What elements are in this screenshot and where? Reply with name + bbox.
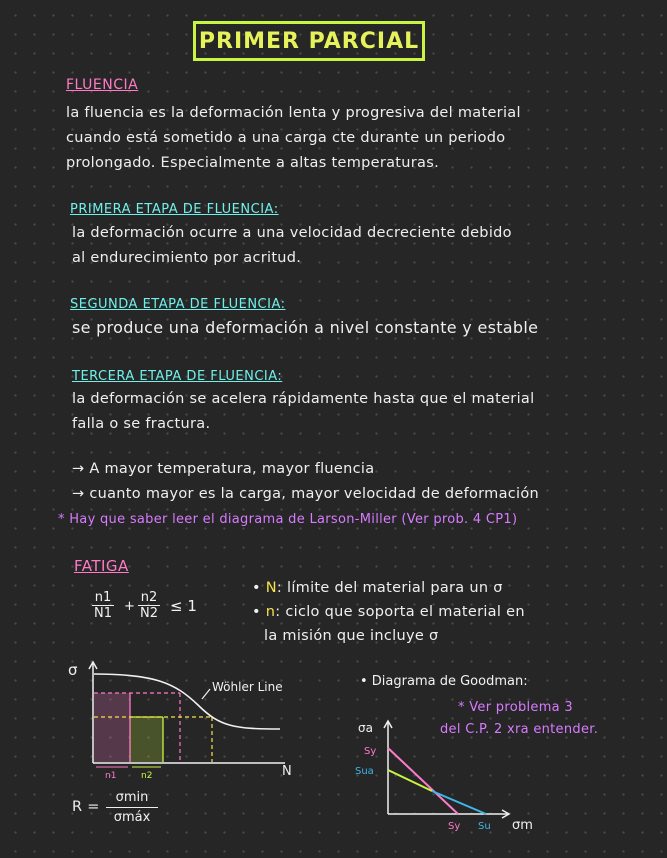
fatiga-bullet-n: • n: ciclo que soporta el material en xyxy=(252,604,525,620)
ratio-num: σmin xyxy=(106,790,158,808)
wohler-region-n2 xyxy=(130,717,163,762)
goodman-sua-y: Sua xyxy=(355,766,374,777)
wohler-x-label: N xyxy=(282,764,292,779)
goodman-y-label: σa xyxy=(358,721,373,735)
wohler-region-n1 xyxy=(94,693,130,762)
formula-frac-2 xyxy=(138,590,160,621)
formula-rel: ≤ 1 xyxy=(170,597,197,615)
wohler-diagram xyxy=(60,655,320,785)
wohler-n2-label: n2 xyxy=(141,771,153,781)
formula-n1: n1 xyxy=(92,590,114,606)
wohler-n1-label: n1 xyxy=(105,771,117,781)
etapa-3-line-1: la deformación se acelera rápidamente hasta que el material xyxy=(72,391,535,407)
formula-N2: N2 xyxy=(140,606,158,621)
title-box xyxy=(193,21,425,61)
bullet-N-symbol: N xyxy=(265,580,277,596)
goodman-diagram xyxy=(350,712,550,842)
ratio-lhs: R = xyxy=(72,799,100,815)
etapa-1-line-1: la deformación ocurre a una velocidad decreciente debido xyxy=(72,225,512,241)
fatiga-bullet-cont: la misión que incluye σ xyxy=(264,628,439,644)
wohler-y-label: σ xyxy=(68,661,78,679)
fluencia-line-2: cuando está sometido a una carga cte durante un periodo xyxy=(66,130,506,146)
formula-N1: N1 xyxy=(94,606,112,621)
formula-frac-1 xyxy=(92,590,114,621)
bullet-n-text: : ciclo que soporta el material en xyxy=(275,604,525,620)
arrow-line-2: → cuanto mayor es la carga, mayor velocidad de deformación xyxy=(72,486,540,502)
wohler-label-pointer xyxy=(202,689,210,699)
etapa-3-line-2: falla o se fractura. xyxy=(72,416,211,432)
bullet-n-symbol: n xyxy=(265,604,276,620)
fluencia-line-1: la fluencia es la deformación lenta y progresiva del material xyxy=(66,105,521,121)
larson-miller-note: * Hay que saber leer el diagrama de Larson-Miller (Ver prob. 4 CP1) xyxy=(58,512,518,527)
formula-n2: n2 xyxy=(138,590,160,606)
goodman-green-line xyxy=(388,770,432,791)
arrow-line-1: → A mayor temperatura, mayor fluencia xyxy=(72,461,375,477)
ratio-den: σmáx xyxy=(113,810,151,825)
etapa-1-line-2: al endurecimiento por acritud. xyxy=(72,250,302,266)
fatiga-heading: FATIGA xyxy=(74,557,129,575)
bullet-N-text: : límite del material para un σ xyxy=(276,580,503,596)
etapa-1-heading: PRIMERA ETAPA DE FLUENCIA: xyxy=(70,202,279,217)
ratio-fraction xyxy=(106,790,158,825)
goodman-title: • Diagrama de Goodman: xyxy=(360,674,528,689)
goodman-blue-line xyxy=(432,791,486,814)
goodman-sy-x: Sy xyxy=(448,821,461,832)
goodman-note-2: del C.P. 2 xra entender. xyxy=(440,722,599,737)
wohler-curve-label: Wöhler Line xyxy=(212,680,283,694)
goodman-yield-line xyxy=(388,748,458,814)
fatiga-bullet-N: • N: límite del material para un σ xyxy=(252,580,503,596)
formula-plus: + xyxy=(124,599,135,614)
goodman-note-1: * Ver problema 3 xyxy=(458,700,573,715)
fluencia-line-3: prolongado. Especialmente a altas temperaturas. xyxy=(66,155,439,171)
goodman-sy-y: Sy xyxy=(364,746,377,757)
goodman-x-label: σm xyxy=(512,818,533,833)
etapa-2-line-1: se produce una deformación a nivel constante y estable xyxy=(72,318,539,337)
page-title: PRIMER PARCIAL xyxy=(198,28,420,54)
goodman-su-x: Su xyxy=(478,821,491,832)
etapa-3-heading: TERCERA ETAPA DE FLUENCIA: xyxy=(72,369,283,384)
fluencia-heading: FLUENCIA xyxy=(66,77,139,93)
etapa-2-heading: SEGUNDA ETAPA DE FLUENCIA: xyxy=(70,297,286,312)
